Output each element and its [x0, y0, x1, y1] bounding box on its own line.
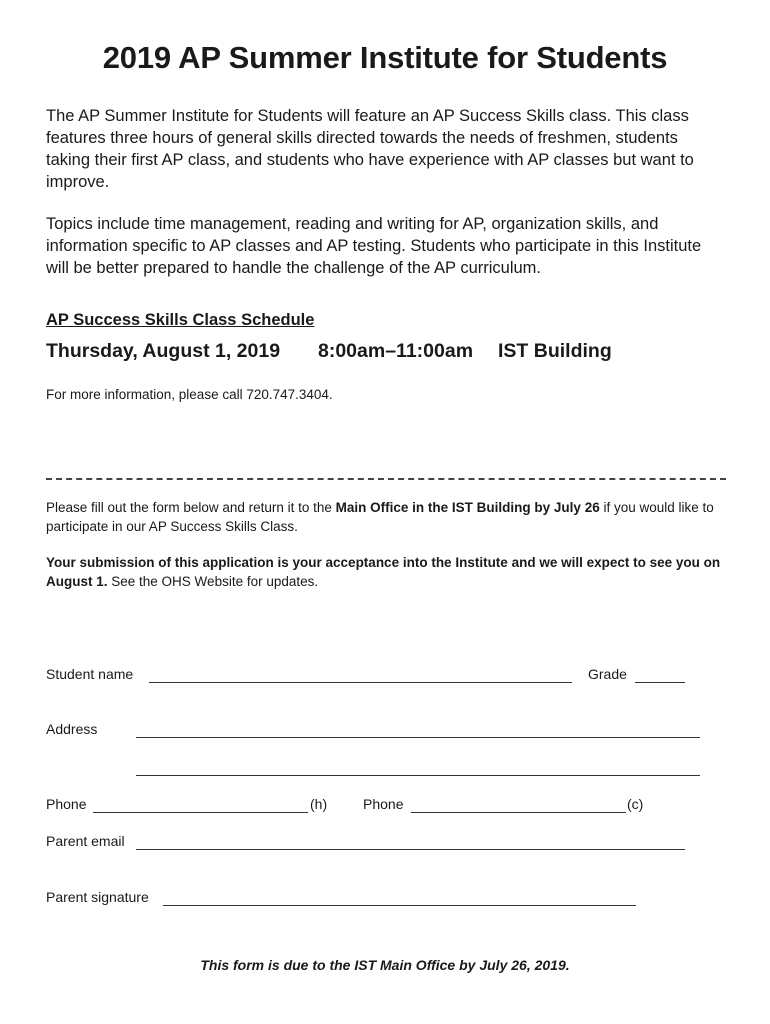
instructions-text: Please fill out the form below and return it to the — [46, 500, 336, 515]
address-field-line-2[interactable] — [136, 775, 700, 776]
student-name-label: Student name — [46, 666, 134, 682]
instructions-deadline: Main Office in the IST Building by July 26 — [335, 500, 600, 515]
due-date-footer: This form is due to the IST Main Office by July 26, 2019. — [200, 957, 570, 973]
grade-label: Grade — [588, 666, 627, 682]
intro-paragraph-2: Topics include time management, reading and writing for AP, organization skills, and information specific to AP classes and AP testing. Students who participate in this Institute will be better prepared to handle the challenge of the AP curriculum. — [46, 215, 702, 277]
acceptance-statement: Your submission of this application is your acceptance into the Institute and we will expect to see you on August 1. — [46, 555, 721, 589]
parent-email-field[interactable] — [136, 849, 685, 850]
contact-info: For more information, please call 720.747.3404. — [46, 387, 333, 402]
schedule-time: 8:00am–11:00am — [318, 340, 474, 362]
schedule-date: Thursday, August 1, 2019 — [46, 340, 281, 362]
schedule-location: IST Building — [498, 340, 612, 362]
address-label: Address — [46, 721, 98, 737]
website-note: See the OHS Website for updates. — [107, 574, 319, 589]
instructions-text-end: if you would like to participate in our AP Success Skills Class. — [46, 500, 714, 534]
page-title: 2019 AP Summer Institute for Students — [102, 40, 668, 75]
intro-paragraph-1: The AP Summer Institute for Students will feature an AP Success Skills class. This class features three hours of general skills directed towards the needs of freshmen, students taking their first AP class, and students who have experience with AP classes but want to improve. — [46, 107, 694, 191]
phone-cell-field[interactable] — [411, 812, 626, 813]
phone-cell-suffix: (c) — [627, 796, 644, 812]
phone-home-suffix: (h) — [310, 796, 328, 812]
student-name-field[interactable] — [149, 682, 572, 683]
grade-field[interactable] — [635, 682, 685, 683]
phone-home-label: Phone — [46, 796, 87, 812]
schedule-heading: AP Success Skills Class Schedule — [46, 311, 315, 329]
address-field-line-1[interactable] — [136, 737, 700, 738]
parent-email-label: Parent email — [46, 833, 125, 849]
parent-signature-field[interactable] — [163, 905, 636, 906]
parent-signature-label: Parent signature — [46, 889, 149, 905]
instructions-paragraph — [46, 498, 731, 536]
acceptance-paragraph — [46, 553, 731, 591]
phone-home-field[interactable] — [93, 812, 308, 813]
phone-cell-label: Phone — [363, 796, 404, 812]
cut-line-divider — [46, 478, 726, 480]
